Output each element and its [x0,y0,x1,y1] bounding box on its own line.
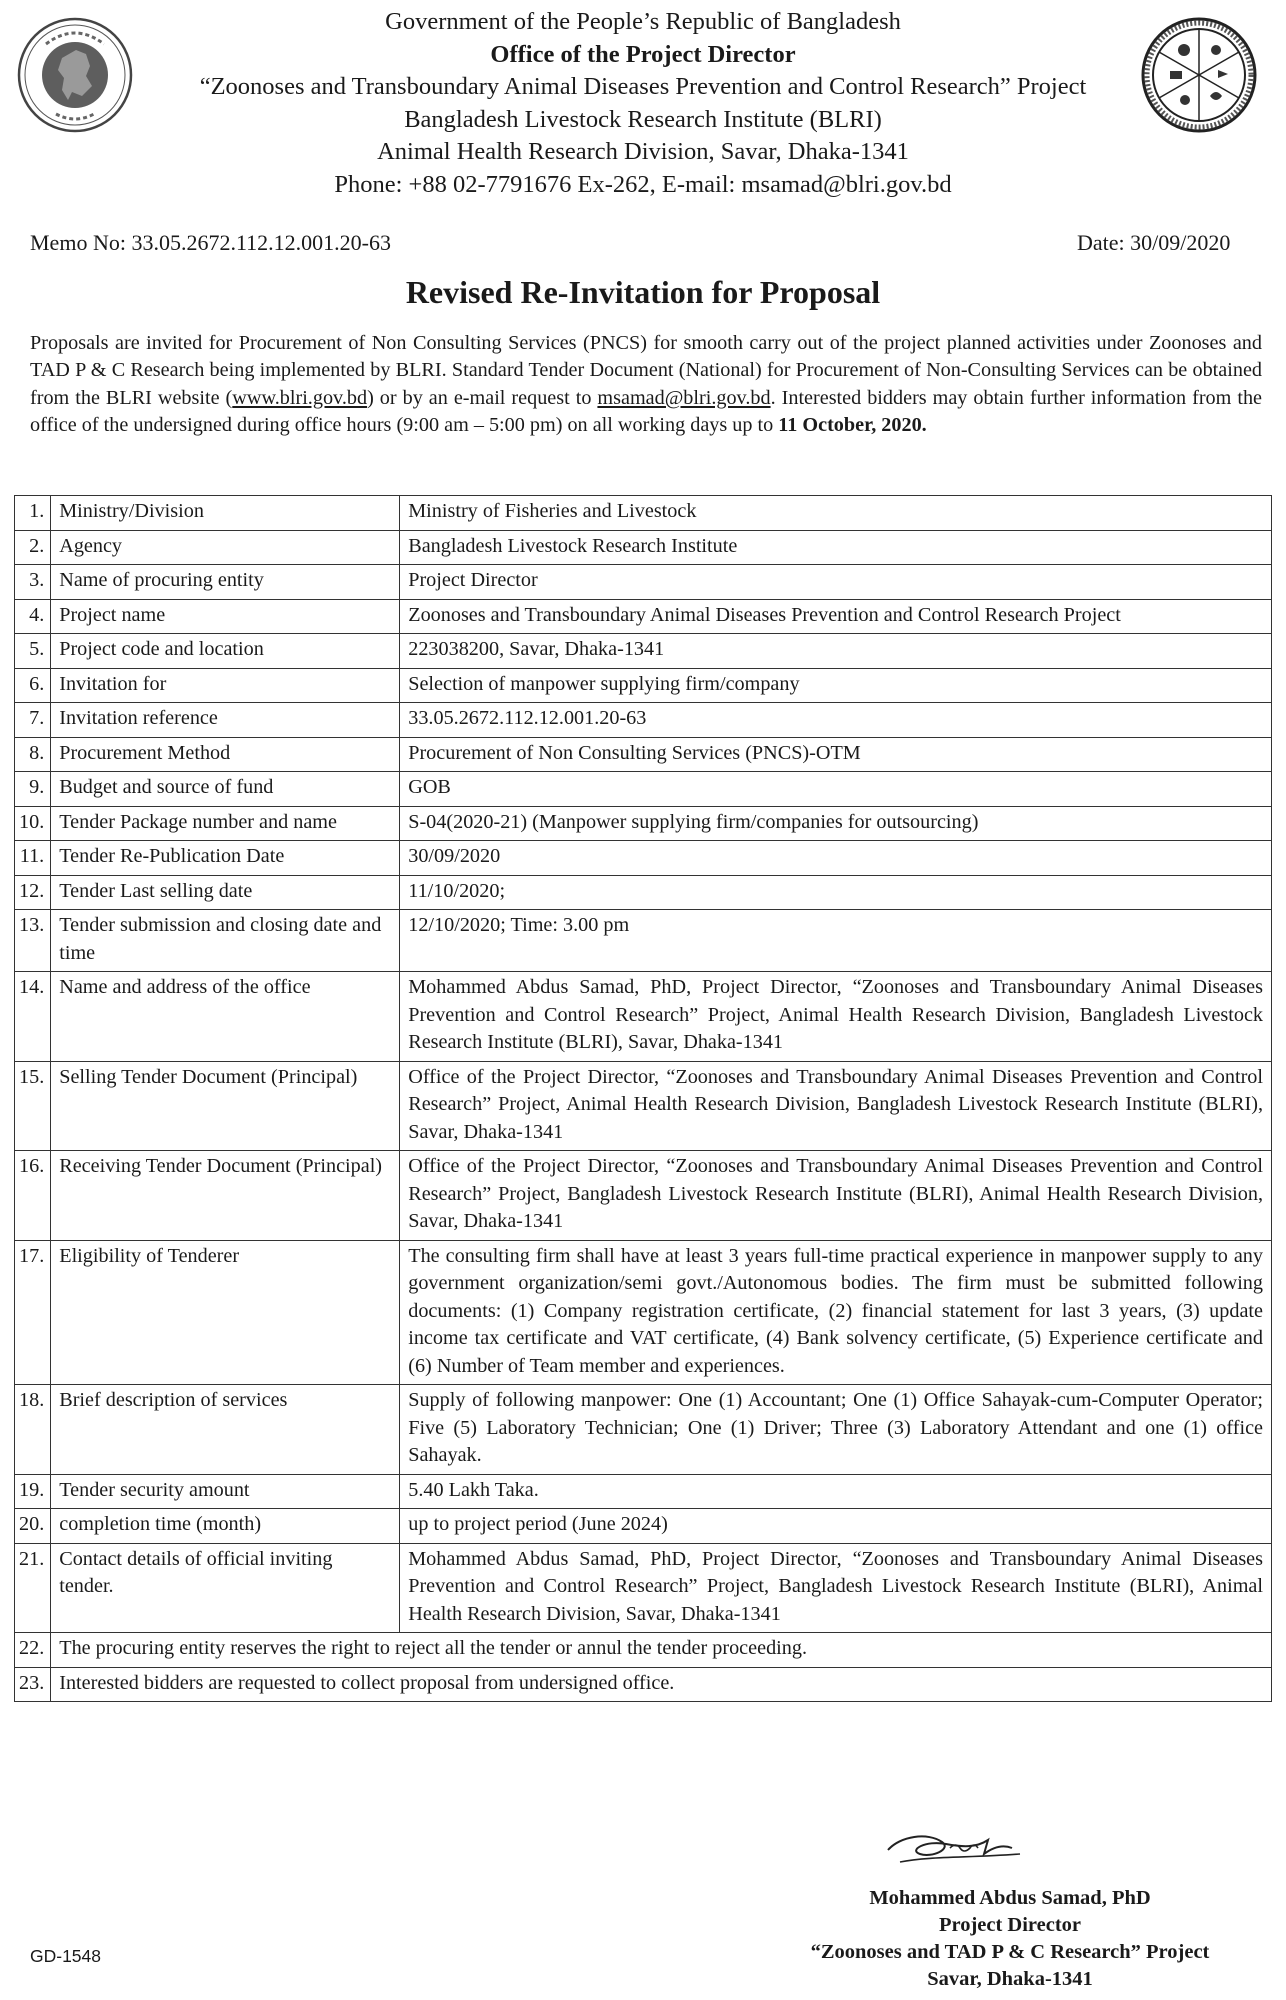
row-value: Ministry of Fisheries and Livestock [400,496,1272,531]
row-number: 19. [15,1474,51,1509]
row-label: Agency [51,530,400,565]
row-number: 4. [15,599,51,634]
table-row [15,841,1272,876]
letterhead [160,6,1126,201]
row-value: Selection of manpower supplying firm/company [400,668,1272,703]
row-label: completion time (month) [51,1509,400,1544]
signatory-name: Mohammed Abdus Samad, PhD [869,1887,1151,1909]
row-number: 18. [15,1385,51,1475]
signatory-location: Savar, Dhaka-1341 [927,1968,1093,1990]
row-label: Budget and source of fund [51,772,400,807]
government-seal-icon [16,16,134,134]
row-number: 14. [15,972,51,1062]
row-value: 30/09/2020 [400,841,1272,876]
table-row [15,1061,1272,1151]
row-label: Eligibility of Tenderer [51,1240,400,1385]
office-line: Office of the Project Director [490,40,796,68]
table-row [15,1633,1272,1668]
table-row [15,496,1272,531]
division-line: Animal Health Research Division, Savar, Dhaka-1341 [377,138,909,165]
row-number: 17. [15,1240,51,1385]
row-number: 8. [15,737,51,772]
table-row [15,530,1272,565]
row-label: Receiving Tender Document (Principal) [51,1151,400,1241]
table-row [15,1474,1272,1509]
row-value: GOB [400,772,1272,807]
row-value: 33.05.2672.112.12.001.20-63 [400,703,1272,738]
table-row [15,1509,1272,1544]
intro-text-1: Proposals are invited for Procurement of Non Consulting Services (PNCS) for smooth carry out of the project planned activities under Zoonoses and TAD P & C Research being implemented by BLRI. Standard Tender Document (National) for Procurement of Non-Consulting Services can be obtained from the BLRI website ( [30,332,1262,409]
row-number: 10. [15,806,51,841]
row-note: The procuring entity reserves the right to reject all the tender or annul the tender proceeding. [51,1633,1272,1668]
row-value: S-04(2020-21) (Manpower supplying firm/companies for outsourcing) [400,806,1272,841]
row-label: Tender security amount [51,1474,400,1509]
row-value: Supply of following manpower: One (1) Accountant; One (1) Office Sahayak-cum-Computer Operator; Five (5) Laboratory Technician; One (1) Driver; Three (3) Laboratory Attendant and one (1) office Sahayak. [400,1385,1272,1475]
table-row [15,668,1272,703]
row-label: Tender Package number and name [51,806,400,841]
website-link[interactable]: www.blri.gov.bd [232,386,368,409]
government-line: Government of the People’s Republic of Bangladesh [385,8,901,35]
row-label: Name of procuring entity [51,565,400,600]
row-number: 21. [15,1543,51,1633]
table-row [15,565,1272,600]
row-number: 20. [15,1509,51,1544]
row-value: Procurement of Non Consulting Services (PNCS)-OTM [400,737,1272,772]
table-row [15,972,1272,1062]
table-row [15,599,1272,634]
memo-date: Date: 30/09/2020 [1077,230,1231,255]
row-value: up to project period (June 2024) [400,1509,1272,1544]
row-number: 16. [15,1151,51,1241]
signature-icon [880,1818,1030,1880]
row-value: The consulting firm shall have at least 3 years full-time practical experience in manpower supply to any government organization/semi govt./Autonomous bodies. The firm must be submitted following documents: (1) Company registration certificate, (2) financial statement for last 3 years, (3) update income tax certificate and VAT certificate, (4) Bank solvency certificate, (5) Experience certificate and (6) Number of Team member and experiences. [400,1240,1272,1385]
signatory-project: “Zoonoses and TAD P & C Research” Project [810,1941,1210,1963]
row-label: Name and address of the office [51,972,400,1062]
row-label: Invitation reference [51,703,400,738]
row-value: Mohammed Abdus Samad, PhD, Project Director, “Zoonoses and Transboundary Animal Diseases Prevention and Control Research” Project, Animal Health Research Division, Bangladesh Livestock Research Institute (BLRI), Savar, Dhaka-1341 [400,972,1272,1062]
row-number: 3. [15,565,51,600]
table-row [15,1240,1272,1385]
row-value: 11/10/2020; [400,875,1272,910]
row-label: Invitation for [51,668,400,703]
row-value: Office of the Project Director, “Zoonoses and Transboundary Animal Diseases Prevention and Control Research” Project, Bangladesh Livestock Research Institute (BLRI), Animal Health Research Division, Savar, Dhaka-1341 [400,1151,1272,1241]
blri-logo-icon [1140,16,1258,134]
row-number: 2. [15,530,51,565]
row-number: 5. [15,634,51,669]
intro-text-3: . Interested bidders may obtain further information from the office of the undersigned during office hours (9:00 am – 5:00 pm) on all working days up to [30,386,1263,436]
intro-deadline: 11 October, 2020. [778,413,927,436]
row-label: Project code and location [51,634,400,669]
row-label: Ministry/Division [51,496,400,531]
row-number: 13. [15,910,51,972]
row-number: 12. [15,875,51,910]
signature-block [760,1885,1260,1993]
row-label: Contact details of official inviting tender. [51,1543,400,1633]
row-number: 23. [15,1667,51,1702]
row-label: Selling Tender Document (Principal) [51,1061,400,1151]
table-row [15,703,1272,738]
row-number: 15. [15,1061,51,1151]
row-number: 9. [15,772,51,807]
row-label: Tender Last selling date [51,875,400,910]
intro-text-2: ) or by an e-mail request to [367,386,598,409]
row-number: 22. [15,1633,51,1668]
table-row [15,737,1272,772]
contact-line: Phone: +88 02-7791676 Ex-262, E-mail: msamad@blri.gov.bd [334,170,952,198]
row-label: Procurement Method [51,737,400,772]
row-value: 223038200, Savar, Dhaka-1341 [400,634,1272,669]
email-link[interactable]: msamad@blri.gov.bd [597,386,771,409]
row-note: Interested bidders are requested to collect proposal from undersigned office. [51,1667,1272,1702]
row-value: Bangladesh Livestock Research Institute [400,530,1272,565]
table-row [15,806,1272,841]
row-value: 5.40 Lakh Taka. [400,1474,1272,1509]
institute-line: Bangladesh Livestock Research Institute (BLRI) [404,105,882,133]
row-label: Project name [51,599,400,634]
table-row [15,1543,1272,1633]
row-value: 12/10/2020; Time: 3.00 pm [400,910,1272,972]
row-label: Brief description of services [51,1385,400,1475]
intro-paragraph [30,330,1262,439]
row-number: 7. [15,703,51,738]
row-label: Tender Re-Publication Date [51,841,400,876]
row-value: Zoonoses and Transboundary Animal Diseases Prevention and Control Research Project [400,599,1272,634]
gd-code: GD-1548 [30,1946,102,1966]
table-row [15,772,1272,807]
row-number: 6. [15,668,51,703]
row-value: Office of the Project Director, “Zoonoses and Transboundary Animal Diseases Prevention and Control Research” Project, Animal Health Research Division, Bangladesh Livestock Research Institute (BLRI), Savar, Dhaka-1341 [400,1061,1272,1151]
project-line: “Zoonoses and Transboundary Animal Diseases Prevention and Control Research” Project [199,73,1087,100]
row-number: 11. [15,841,51,876]
signatory-designation: Project Director [938,1914,1082,1936]
table-row [15,910,1272,972]
memo-number: Memo No: 33.05.2672.112.12.001.20-63 [30,230,391,255]
row-label: Tender submission and closing date and time [51,910,400,972]
table-row [15,875,1272,910]
tender-details-table [14,495,1272,1702]
row-number: 1. [15,496,51,531]
table-row [15,1667,1272,1702]
table-row [15,1151,1272,1241]
row-value: Mohammed Abdus Samad, PhD, Project Director, “Zoonoses and Transboundary Animal Diseases Prevention and Control Research” Project, Bangladesh Livestock Research Institute (BLRI), Animal Health Research Division, Savar, Dhaka-1341 [400,1543,1272,1633]
notice-title: Revised Re-Invitation for Proposal [405,274,881,310]
table-row [15,634,1272,669]
row-value: Project Director [400,565,1272,600]
table-row [15,1385,1272,1475]
